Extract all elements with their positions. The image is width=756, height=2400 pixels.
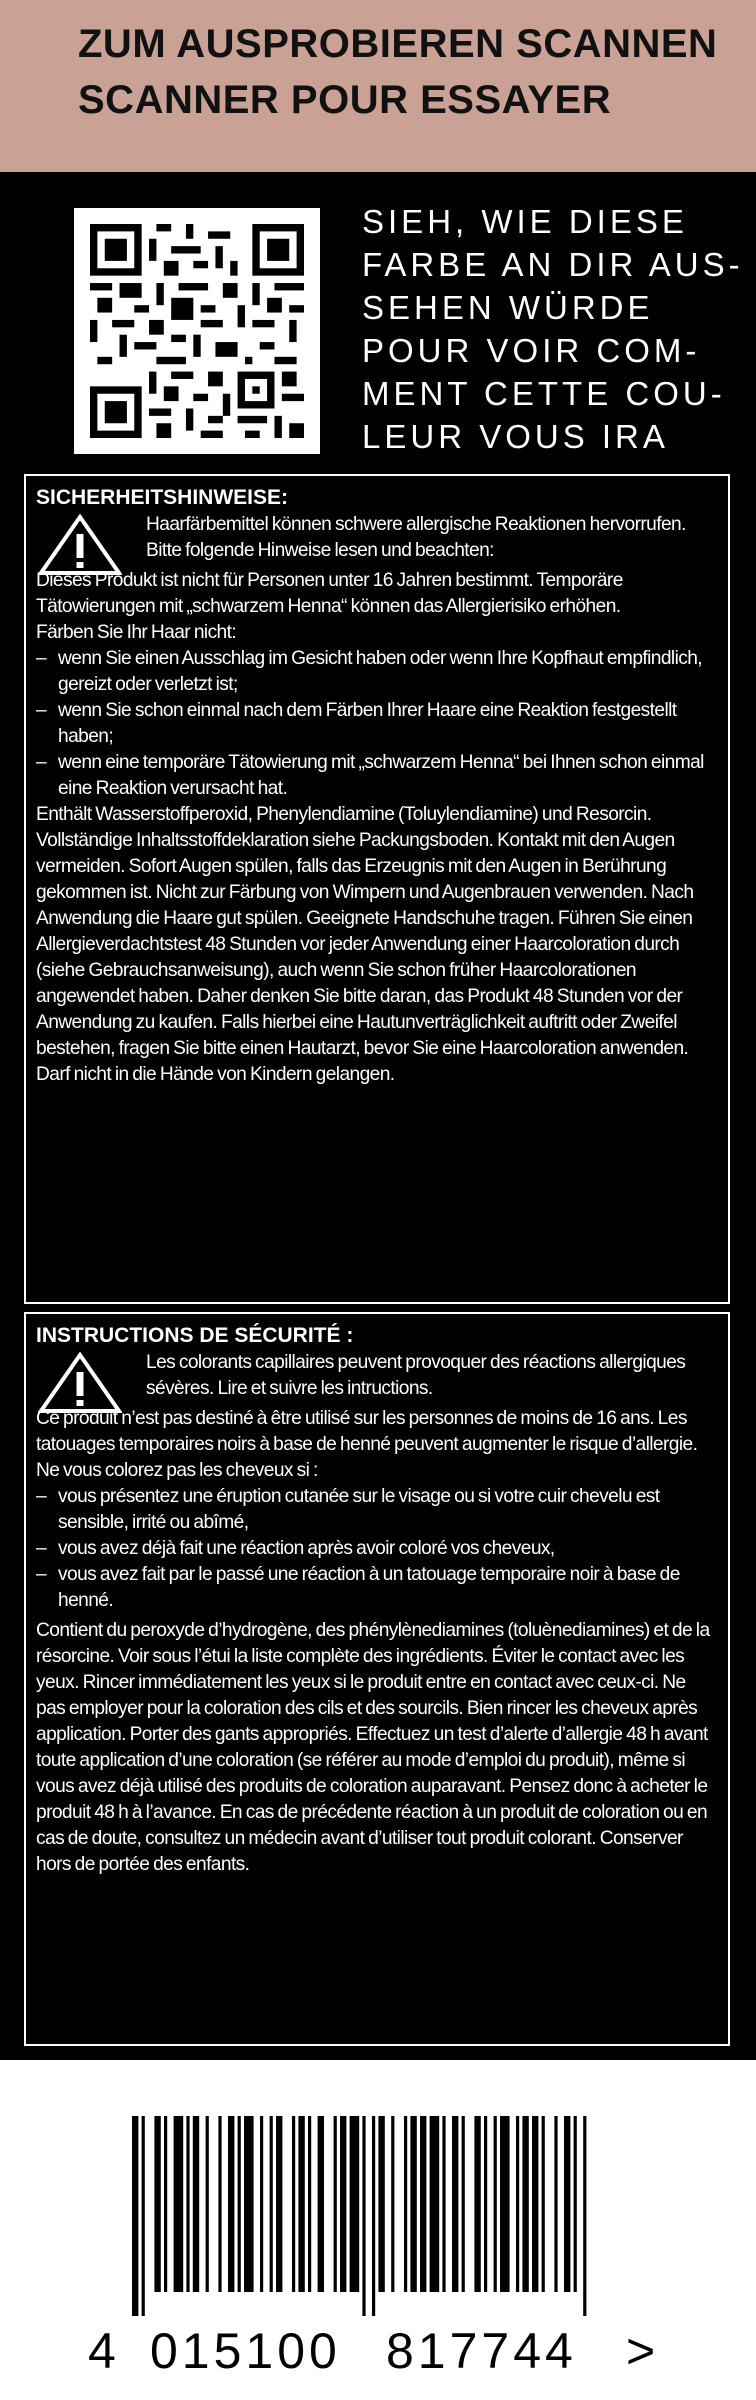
barcode-bar — [484, 2116, 487, 2292]
barcode-marker: > — [626, 2323, 660, 2379]
barcode-bar — [410, 2116, 416, 2292]
do-not-heading-fr: Ne vous colorez pas les cheveux si : — [36, 1460, 318, 1481]
barcode-bar — [228, 2116, 234, 2292]
barcode-bar — [494, 2116, 497, 2292]
barcode-bar — [362, 2116, 365, 2316]
barcode-digit-first: 4 — [88, 2323, 120, 2379]
list-item: – wenn Sie einen Ausschlag im Gesicht haben oder wenn Ihre Kopfhaut empfindlich, gereizt oder verletzt ist; — [36, 646, 718, 698]
try-on-call-to-action — [362, 200, 742, 458]
barcode-bar — [378, 2116, 384, 2292]
barcode-bar — [244, 2116, 254, 2292]
list-item: – vous avez déjà fait une réaction après avoir coloré vos cheveux, — [36, 1536, 718, 1562]
barcode-bar — [218, 2116, 221, 2292]
safety-title-fr: INSTRUCTIONS DE SÉCURITÉ : — [36, 1324, 354, 1347]
barcode-bar — [462, 2116, 465, 2292]
barcode-digits-right: 817744 — [386, 2323, 577, 2379]
body-text-fr: Contient du peroxyde d’hydrogène, des phénylènediamines (toluènediamines) et de la résorcine. Voir sous l’étui la liste complète des ingrédients. Éviter le contact avec les yeux. Rincer immédiatement les yeux si le produit entre en contact avec ceux-ci. Ne pas employer pour la coloration des cils et des sourcils. Bien rincer les cheveux après application. Porter des gants appropriés. Effectuez un test d’alerte d’allergie 48 h avant toute application d’une coloration (se référer au mode d’emploi du produit), même si vous avez déjà utilisé des produits de coloration auparavant. Pensez donc à acheter le produit 48 h à l’avance. En cas de précédente réaction à un produit de coloration ou en cas de doute, consultez un médecin avant d’utiliser tout produit colorant. Conserver hors de portée des enfants. — [36, 1620, 710, 1875]
safety-notice-de — [24, 474, 730, 1304]
barcode-bar — [193, 2116, 199, 2292]
barcode-bar — [500, 2116, 510, 2292]
safety-title-de: SICHERHEITSHINWEISE: — [36, 486, 289, 509]
warning-intro-fr — [36, 1350, 718, 1406]
barcode-bar — [238, 2116, 241, 2292]
age-note-fr: Ce produit n’est pas destiné à être utilisé sur les personnes de moins de 16 ans. Les tatouages temporaires noirs à base de henné peuvent augmenter le risque d’allergie. — [36, 1408, 698, 1455]
barcode-bar — [308, 2116, 311, 2292]
barcode-bar — [350, 2116, 360, 2292]
barcode-bar — [154, 2116, 160, 2292]
barcode-bar — [334, 2116, 337, 2292]
barcode-bar — [174, 2116, 184, 2292]
body-text-de: Enthält Wasserstoffperoxid, Phenylendiamine (Toluylendiamine) und Resorcin. Vollständige Inhaltsstoffdeklaration siehe Packungsboden. Kontakt mit den Augen vermeiden. Sofort Augen spülen, falls das Erzeugnis mit den Augen in Berührung gekommen ist. Nicht zur Färbung von Wimpern und Augenbrauen verwenden. Nach Anwendung die Haare gut spülen. Geeignete Handschuhe tragen. Führen Sie einen Allergieverdachtstest 48 Stunden vor jeder Anwendung einer Haarcoloration durch (siehe Gebrauchsanweisung), auch wenn Sie schon früher Haarcolorationen angewendet haben. Daher denken Sie bitte daran, das Produkt 48 Stunden vor der Anwendung zu kaufen. Falls hierbei eine Hautunverträglichkeit auftritt oder Zweifel bestehen, fragen Sie bitte einen Hautarzt, bevor Sie eine Haarcoloration anwenden. — [36, 804, 694, 1059]
banner-title-fr: SCANNER POUR ESSAYER — [78, 78, 612, 122]
cta-line: SEHEN WÜRDE — [362, 289, 654, 326]
barcode-bar — [270, 2116, 273, 2292]
cta-line: FARBE AN DIR AUS- — [362, 246, 744, 283]
qr-code-icon — [90, 224, 304, 438]
do-not-heading-de: Färben Sie Ihr Haar nicht: — [36, 622, 237, 643]
barcode-bar — [132, 2116, 138, 2316]
list-item: – wenn eine temporäre Tätowierung mit „schwarzem Henna“ bei Ihnen schon einmal eine Reaktion verursacht hat. — [36, 750, 718, 802]
barcode-digits-left: 015100 — [150, 2323, 341, 2379]
barcode-bar — [206, 2116, 209, 2292]
barcode-icon — [132, 2116, 632, 2316]
warning-triangle-icon — [38, 1352, 122, 1414]
barcode-bar — [298, 2116, 304, 2292]
barcode-bar — [430, 2116, 440, 2292]
list-item: – vous avez fait par le passé une réaction à un tatouage temporaire noir à base de henné. — [36, 1562, 718, 1614]
barcode-bar — [372, 2116, 375, 2316]
barcode-bar — [340, 2116, 346, 2292]
barcode-bar — [583, 2116, 586, 2316]
ean-barcode — [0, 2060, 756, 2400]
barcode-bar — [276, 2116, 282, 2292]
scan-banner — [0, 0, 756, 172]
safety-notice-fr — [24, 1312, 730, 2046]
barcode-bar — [260, 2116, 263, 2292]
cta-line: MENT CETTE COU- — [362, 375, 726, 412]
barcode-bar — [564, 2116, 570, 2292]
barcode-bar — [292, 2116, 295, 2292]
barcode-bar — [532, 2116, 538, 2292]
children-warning-de: Darf nicht in die Hände von Kindern gelangen. — [36, 1064, 395, 1085]
barcode-bar — [554, 2116, 557, 2292]
intro-text-fr: Les colorants capillaires peuvent provoquer des réactions allergiques sévères. Lire et suivre les intructions. — [146, 1352, 686, 1399]
age-note-de: Dieses Produkt ist nicht für Personen unter 16 Jahren bestimmt. Temporäre Tätowierungen mit „schwarzem Henna“ können das Allergierisiko erhöhen. — [36, 570, 623, 617]
cta-line: POUR VOIR COM- — [362, 332, 701, 369]
barcode-bar — [474, 2116, 480, 2292]
warning-intro-de — [36, 512, 718, 568]
barcode-bar — [164, 2116, 167, 2292]
barcode-bar — [318, 2116, 324, 2292]
warning-triangle-icon — [38, 514, 122, 576]
list-item: – wenn Sie schon einmal nach dem Färben Ihrer Haare eine Reaktion festgestellt haben; — [36, 698, 718, 750]
banner-title-de: ZUM AUSPROBIEREN SCANNEN — [78, 22, 718, 66]
barcode-bar — [391, 2116, 394, 2292]
barcode-bar — [420, 2116, 426, 2292]
intro-text-de: Haarfärbemittel können schwere allergische Reaktionen hervorrufen. Bitte folgende Hinweise lesen und beachten: — [146, 514, 686, 561]
qr-code[interactable] — [74, 208, 320, 454]
list-item: – vous présentez une éruption cutanée sur le visage ou si votre cuir chevelu est sensible, irrité ou abîmé, — [36, 1484, 718, 1536]
barcode-bar — [516, 2116, 519, 2292]
cta-line: SIEH, WIE DIESE — [362, 203, 688, 240]
barcode-bar — [452, 2116, 458, 2292]
barcode-bar — [522, 2116, 528, 2292]
cta-line: LEUR VOUS IRA — [362, 418, 669, 455]
barcode-bar — [404, 2116, 407, 2292]
barcode-bar — [142, 2116, 145, 2316]
barcode-bar — [574, 2116, 577, 2292]
barcode-bar — [186, 2116, 189, 2292]
barcode-bar — [542, 2116, 545, 2292]
barcode-bar — [442, 2116, 445, 2292]
